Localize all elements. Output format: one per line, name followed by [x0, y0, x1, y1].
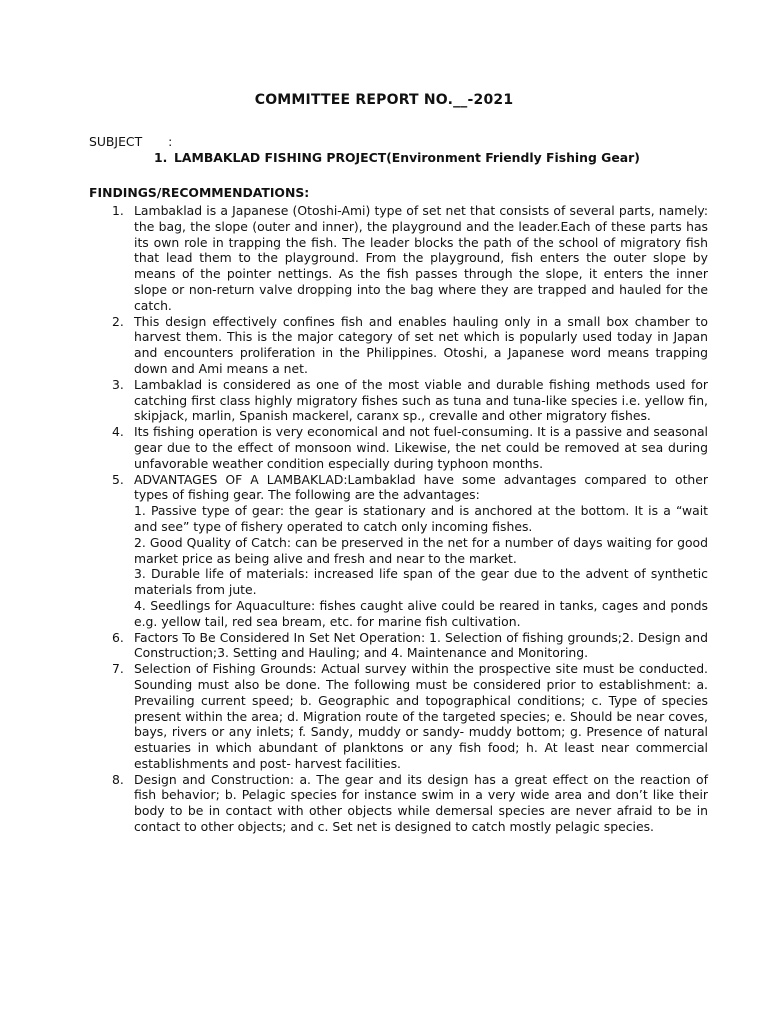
list-item-text: Lambaklad is a Japanese (Otoshi-Ami) type of set net that consists of several parts, namely: the bag, the slope (outer and inner), the playground and the leader.Each of these parts has its own role in trapping the fish. The leader blocks the path of the school of migratory fish that lead them to the playground. From the playground, fish enters the outer slope by means of the pointer nettings. As the fish passes through the slope, it enters the inner slope or non-return valve dropping into the bag where they are trapped and hauled for the catch. [134, 203, 708, 313]
subject-label-row [89, 134, 172, 150]
list-item-text: This design effectively confines fish and enables hauling only in a small box chamber to harvest them. This is the major category of set net which is popularly used today in Japan and encounters proliferation in the Philippines. Otoshi, a Japanese word means trapping down and Ami means a net. [134, 313, 708, 376]
report-title: COMMITTEE REPORT NO.__-2021 [254, 92, 514, 108]
list-item-number: 7. [112, 661, 124, 677]
subject-label: SUBJECT [89, 134, 143, 149]
list-item-text: ADVANTAGES OF A LAMBAKLAD:Lambaklad have some advantages compared to other types of fishing gear. The following are the advantages: [134, 471, 708, 503]
list-item [112, 661, 708, 772]
list-item-number: 1. [112, 203, 124, 218]
list-item [112, 203, 708, 314]
subject-item-number: 1. [154, 150, 168, 165]
list-item [112, 472, 708, 630]
list-item-text: Design and Construction: a. The gear and its design has a great effect on the reaction of fish behavior; b. Pelagic species for instance swim in a very wide area and don’t like their body to be in contact with other objects while demersal species are never afraid to be in contact to other objects; and c. Set net is designed to catch mostly pelagic species. [134, 771, 708, 835]
findings-list [112, 203, 708, 835]
list-item-number: 5. [112, 471, 124, 487]
list-item-number: 8. [112, 771, 124, 787]
list-item-text: Lambaklad is considered as one of the most viable and durable fishing methods used for catching first class highly migratory fishes such as tuna and tuna-like species i.e. yellow fin, skipjack, marlin, Spanish mackerel, caranx sp., crevalle and other migratory fishes. [134, 376, 708, 424]
list-item [112, 377, 708, 424]
advantage-item: 3. Durable life of materials: increased life span of the gear due to the advent of synthetic materials from jute. [134, 566, 708, 598]
advantage-item: 2. Good Quality of Catch: can be preserved in the net for a number of days waiting for good market price as being alive and fresh and near to the market. [134, 534, 708, 566]
findings-heading: FINDINGS/RECOMMENDATIONS: [89, 185, 310, 200]
list-item-number: 3. [112, 376, 124, 392]
list-item [112, 424, 708, 471]
advantage-item: 4. Seedlings for Aquaculture: fishes caught alive could be reared in tanks, cages and ponds e.g. yellow tail, red sea bream, etc. for marine fish cultivation. [134, 597, 708, 629]
list-item-text: Factors To Be Considered In Set Net Operation: 1. Selection of fishing grounds;2. Design and Construction;3. Setting and Hauling; and 4. Maintenance and Monitoring. [134, 629, 708, 661]
list-item-number: 2. [112, 313, 124, 329]
list-item-number: 6. [112, 629, 124, 645]
list-item [112, 772, 708, 835]
list-item [112, 630, 708, 662]
advantage-item: 1. Passive type of gear: the gear is stationary and is anchored at the bottom. It is a “wait and see” type of fishery operated to catch only incoming fishes. [134, 503, 708, 534]
list-item [112, 314, 708, 377]
list-item-text: Selection of Fishing Grounds: Actual survey within the prospective site must be conducted. Sounding must also be done. The following must be considered prior to establishment: a. Prevailing current speed; b. Geographic and topographical conditions; c. Type of species present within the area; d. Migration route of the targeted species; e. Should be near coves, bays, rivers or any inlets; f. Sandy, muddy or sandy- muddy bottom; g. Presence of natural estuaries in which abundant of planktons or any fish food; h. At least near commercial establishments and post- harvest facilities. [134, 661, 708, 771]
subject-item-text: LAMBAKLAD FISHING PROJECT(Environment Friendly Fishing Gear) [174, 150, 640, 165]
subject-item [154, 150, 706, 166]
list-item-number: 4. [112, 424, 124, 440]
list-item-text: Its fishing operation is very economical and not fuel-consuming. It is a passive and seasonal gear due to the effect of monsoon wind. Likewise, the net could be removed at sea during unfavorable weather condition especially during typhoon months. [134, 424, 708, 471]
subject-colon: : [168, 134, 173, 149]
